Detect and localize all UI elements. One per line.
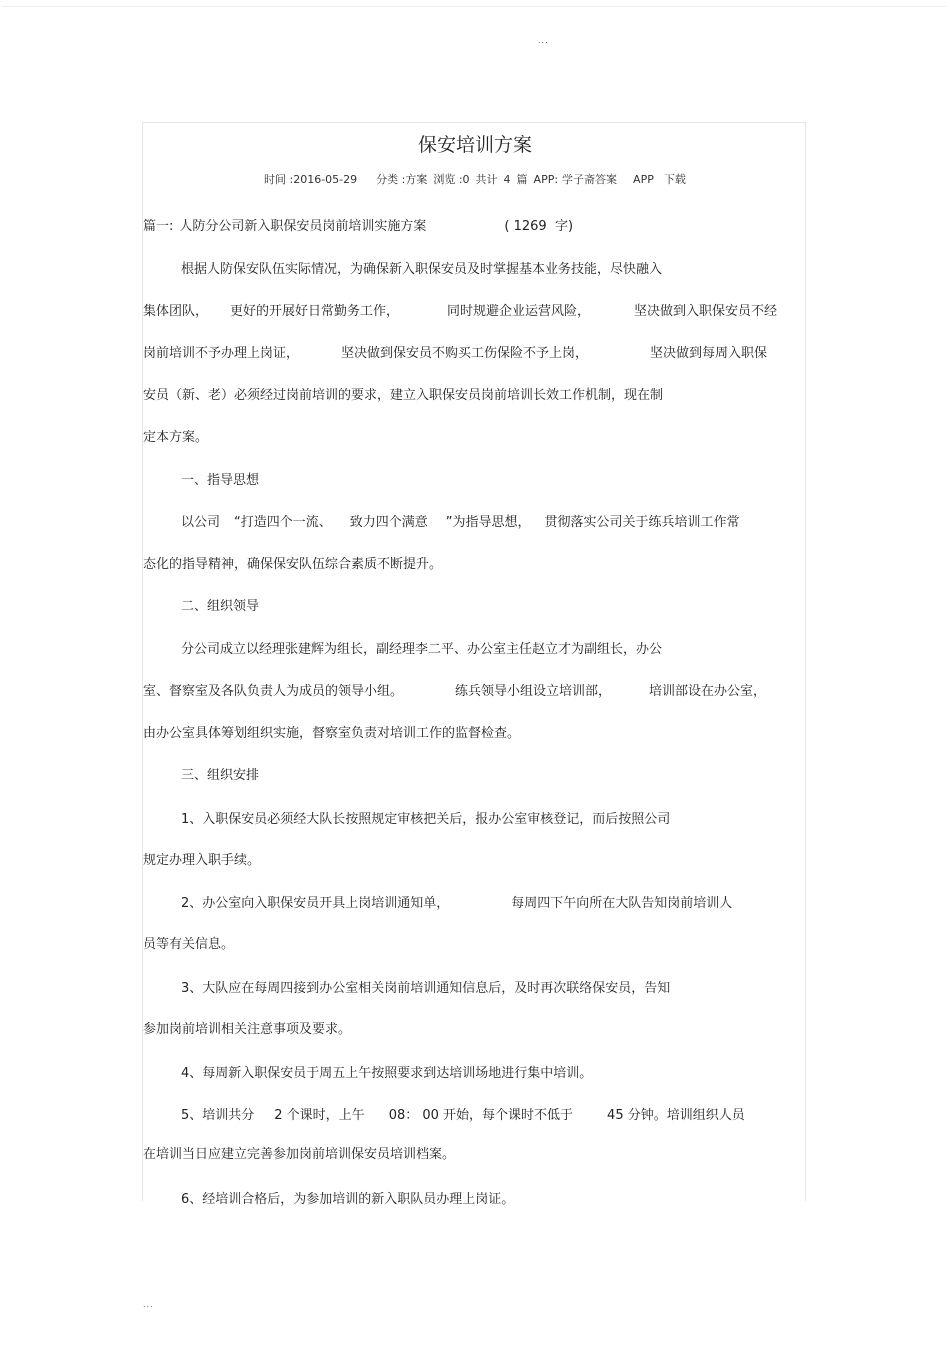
meta-category-value: 方案	[405, 173, 428, 186]
paragraph-line: 员等有关信息。	[143, 937, 235, 952]
meta-download-app[interactable]: APP	[633, 173, 654, 186]
paragraph-line: 以公司 “打造四个一流、 致力四个满意 ”为指导思想， 贯彻落实公司关于练兵培训工作常	[181, 515, 740, 530]
meta-app-label: APP:	[533, 173, 559, 186]
article-heading-row	[143, 215, 573, 234]
paragraph-line: 安员（新、老）必须经过岗前培训的要求，建立入职保安员岗前培训长效工作机制，现在制	[143, 388, 664, 403]
article-char-count: ( 1269 字)	[504, 219, 574, 234]
meta-total-label: 共计	[475, 173, 498, 186]
meta-time-label: 时间 :	[264, 173, 294, 186]
paragraph-line: 4、每周新入职保安员于周五上午按照要求到达培训场地进行集中培训。	[181, 1066, 593, 1081]
paragraph-line: 参加岗前培训相关注意事项及要求。	[143, 1022, 352, 1037]
paragraph-line: 定本方案。	[143, 430, 209, 445]
paragraph-line: 室、督察室及各队负责人为成员的领导小组。 练兵领导小组设立培训部， 培训部设在办公室，	[143, 684, 767, 699]
meta-line	[264, 171, 686, 187]
meta-download-link[interactable]: 下载	[663, 173, 686, 186]
meta-time-value: 2016-05-29	[293, 173, 358, 186]
paragraph-line: 5、培训共分 2 个课时，上午 08： 00 开始，每个课时不低于 45 分钟。培训组织人员	[181, 1108, 745, 1123]
paragraph-line: 由办公室具体筹划组织实施，督察室负责对培训工作的监督检查。	[143, 726, 521, 741]
paragraph-line: 1、入职保安员必须经大队长按照规定审核把关后，报办公室审核登记，而后按照公司	[181, 812, 671, 827]
paragraph-line: 6、经培训合格后，为参加培训的新入职队员办理上岗证。	[181, 1192, 515, 1207]
paragraph-line: 规定办理入职手续。	[143, 853, 261, 868]
paragraph-line: 2、办公室向入职保安员开具上岗培训通知单， 每周四下午向所在大队告知岗前培训人	[181, 896, 733, 911]
paragraph-line: 分公司成立以经理张建辉为组长，副经理李二平、办公室主任赵立才为副组长，办公	[181, 642, 663, 657]
paragraph-line: 集体团队， 更好的开展好日常勤务工作， 同时规避企业运营风险， 坚决做到入职保安员不经	[143, 304, 778, 319]
page-title: 保安培训方案	[417, 134, 532, 156]
meta-total-unit: 篇	[516, 173, 528, 186]
footer-marker: ...	[143, 1300, 154, 1309]
article-heading-prefix: 篇一:	[143, 219, 174, 234]
content-frame	[142, 122, 806, 1201]
section-heading: 二、组织领导	[181, 599, 260, 614]
paragraph-line: 3、大队应在每周四接到办公室相关岗前培训通知信息后，及时再次联络保安员，告知	[181, 981, 671, 996]
meta-app-value[interactable]: 学子斋答案	[562, 173, 618, 186]
meta-total-value: 4	[503, 173, 511, 186]
section-heading: 三、组织安排	[181, 768, 260, 783]
section-heading: 一、指导思想	[181, 473, 260, 488]
meta-views-value: 0	[462, 173, 470, 186]
article-heading: 人防分公司新入职保安员岗前培训实施方案	[179, 219, 427, 234]
meta-views-label: 浏览 :	[433, 173, 463, 186]
meta-category-label: 分类 :	[376, 173, 406, 186]
paragraph-line: 岗前培训不予办理上岗证， 坚决做到保安员不购买工伤保险不予上岗， 坚决做到每周入职保	[143, 346, 768, 361]
paragraph-line: 在培训当日应建立完善参加岗前培训保安员培训档案。	[143, 1147, 456, 1162]
paragraph-line: 态化的指导精神，确保保安队伍综合素质不断提升。	[143, 557, 443, 572]
header-marker: ...	[538, 36, 549, 45]
paragraph-line: 根据人防保安队伍实际情况，为确保新入职保安员及时掌握基本业务技能，尽快融入	[181, 262, 663, 277]
